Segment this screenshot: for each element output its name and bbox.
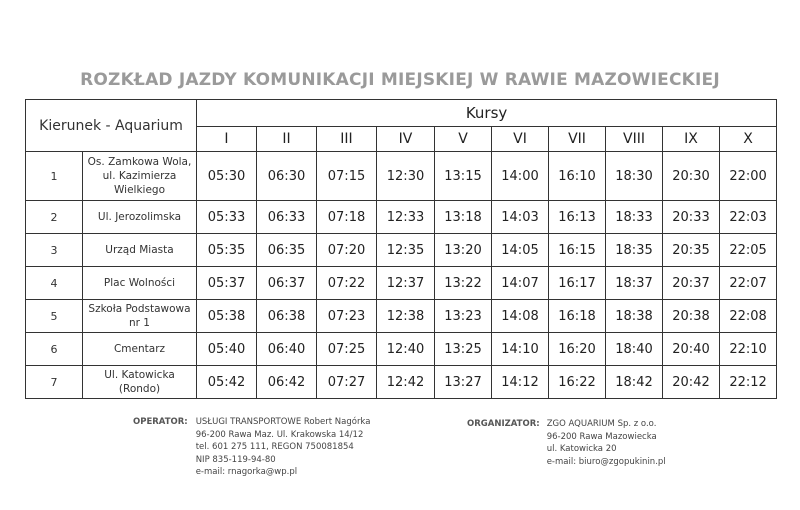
departure-time: 05:38 xyxy=(197,300,257,333)
departure-time: 13:20 xyxy=(435,234,492,267)
departure-time: 06:37 xyxy=(257,267,317,300)
courses-header: Kursy xyxy=(197,100,777,127)
departure-time: 07:15 xyxy=(317,152,377,201)
course-header: II xyxy=(257,127,317,152)
departure-time: 16:13 xyxy=(549,201,606,234)
departure-time: 12:33 xyxy=(377,201,435,234)
departure-time: 06:30 xyxy=(257,152,317,201)
organizer-label: ORGANIZATOR: xyxy=(467,419,540,429)
course-header: VIII xyxy=(606,127,663,152)
course-header: IX xyxy=(663,127,720,152)
course-header: IV xyxy=(377,127,435,152)
course-header: X xyxy=(720,127,777,152)
departure-time: 14:05 xyxy=(492,234,549,267)
departure-time: 07:23 xyxy=(317,300,377,333)
departure-time: 05:33 xyxy=(197,201,257,234)
departure-time: 13:15 xyxy=(435,152,492,201)
departure-time: 13:22 xyxy=(435,267,492,300)
stop-number: 3 xyxy=(26,234,83,267)
stop-name: Plac Wolności xyxy=(83,267,197,300)
stop-name: Szkoła Podstawowa nr 1 xyxy=(83,300,197,333)
operator-info xyxy=(133,416,370,479)
departure-time: 06:38 xyxy=(257,300,317,333)
table-row xyxy=(26,234,777,267)
stop-number: 5 xyxy=(26,300,83,333)
departure-time: 18:37 xyxy=(606,267,663,300)
departure-time: 14:08 xyxy=(492,300,549,333)
table-row xyxy=(26,300,777,333)
departure-time: 18:42 xyxy=(606,366,663,399)
departure-time: 16:10 xyxy=(549,152,606,201)
departure-time: 06:40 xyxy=(257,333,317,366)
organizer-info xyxy=(467,418,666,468)
stop-number: 2 xyxy=(26,201,83,234)
departure-time: 22:08 xyxy=(720,300,777,333)
departure-time: 22:07 xyxy=(720,267,777,300)
departure-time: 20:42 xyxy=(663,366,720,399)
departure-time: 05:35 xyxy=(197,234,257,267)
stop-name: Ul. Jerozolimska xyxy=(83,201,197,234)
departure-time: 18:38 xyxy=(606,300,663,333)
departure-time: 22:12 xyxy=(720,366,777,399)
table-row xyxy=(26,152,777,201)
departure-time: 13:27 xyxy=(435,366,492,399)
departure-time: 07:27 xyxy=(317,366,377,399)
departure-time: 14:12 xyxy=(492,366,549,399)
departure-time: 05:42 xyxy=(197,366,257,399)
departure-time: 07:18 xyxy=(317,201,377,234)
stop-name: Cmentarz xyxy=(83,333,197,366)
departure-time: 18:40 xyxy=(606,333,663,366)
departure-time: 20:37 xyxy=(663,267,720,300)
organizer-line: ul. Katowicka 20 xyxy=(546,444,617,454)
timetable xyxy=(25,99,777,399)
departure-time: 20:33 xyxy=(663,201,720,234)
departure-time: 16:20 xyxy=(549,333,606,366)
departure-time: 22:05 xyxy=(720,234,777,267)
operator-line: 96-200 Rawa Maz. Ul. Krakowska 14/12 xyxy=(195,429,364,440)
table-row xyxy=(26,267,777,300)
departure-time: 20:35 xyxy=(663,234,720,267)
departure-time: 14:03 xyxy=(492,201,549,234)
organizer-line: ZGO AQUARIUM Sp. z o.o. xyxy=(546,419,657,429)
departure-time: 12:38 xyxy=(377,300,435,333)
page-title: ROZKŁAD JAZDY KOMUNIKACJI MIEJSKIEJ W RAWIE MAZOWIECKIEJ xyxy=(80,70,720,90)
course-header: I xyxy=(197,127,257,152)
stop-name: Ul. Katowicka (Rondo) xyxy=(83,366,197,399)
stop-name: Urząd Miasta xyxy=(83,234,197,267)
departure-time: 20:30 xyxy=(663,152,720,201)
stop-number: 7 xyxy=(26,366,83,399)
departure-time: 12:35 xyxy=(377,234,435,267)
departure-time: 22:00 xyxy=(720,152,777,201)
operator-line: tel. 601 275 111, REGON 750081854 xyxy=(195,442,354,452)
departure-time: 05:40 xyxy=(197,333,257,366)
departure-time: 18:30 xyxy=(606,152,663,201)
departure-time: 06:35 xyxy=(257,234,317,267)
organizer-line: e-mail: biuro@zgopukinin.pl xyxy=(546,456,666,467)
organizer-line: 96-200 Rawa Mazowiecka xyxy=(546,431,657,442)
departure-time: 07:20 xyxy=(317,234,377,267)
departure-time: 16:22 xyxy=(549,366,606,399)
course-header: VII xyxy=(549,127,606,152)
stop-number: 6 xyxy=(26,333,83,366)
stop-number: 1 xyxy=(26,152,83,201)
departure-time: 06:33 xyxy=(257,201,317,234)
departure-time: 22:03 xyxy=(720,201,777,234)
departure-time: 18:33 xyxy=(606,201,663,234)
operator-label: OPERATOR: xyxy=(133,417,188,427)
departure-time: 14:10 xyxy=(492,333,549,366)
departure-time: 20:38 xyxy=(663,300,720,333)
departure-time: 07:22 xyxy=(317,267,377,300)
direction-header: Kierunek - Aquarium xyxy=(26,100,197,152)
departure-time: 22:10 xyxy=(720,333,777,366)
table-row xyxy=(26,201,777,234)
departure-time: 13:18 xyxy=(435,201,492,234)
departure-time: 14:07 xyxy=(492,267,549,300)
operator-line: USŁUGI TRANSPORTOWE Robert Nagórka xyxy=(195,417,371,427)
departure-time: 12:37 xyxy=(377,267,435,300)
departure-time: 20:40 xyxy=(663,333,720,366)
departure-time: 13:25 xyxy=(435,333,492,366)
departure-time: 16:15 xyxy=(549,234,606,267)
departure-time: 13:23 xyxy=(435,300,492,333)
departure-time: 12:42 xyxy=(377,366,435,399)
departure-time: 18:35 xyxy=(606,234,663,267)
departure-time: 07:25 xyxy=(317,333,377,366)
departure-time: 16:18 xyxy=(549,300,606,333)
table-row xyxy=(26,333,777,366)
table-row xyxy=(26,366,777,399)
departure-time: 12:30 xyxy=(377,152,435,201)
operator-line: e-mail: rnagorka@wp.pl xyxy=(195,467,298,477)
departure-time: 05:30 xyxy=(197,152,257,201)
departure-time: 12:40 xyxy=(377,333,435,366)
departure-time: 05:37 xyxy=(197,267,257,300)
course-header: VI xyxy=(492,127,549,152)
course-header: III xyxy=(317,127,377,152)
stop-number: 4 xyxy=(26,267,83,300)
departure-time: 16:17 xyxy=(549,267,606,300)
course-header: V xyxy=(435,127,492,152)
stop-name: Os. Zamkowa Wola, ul. Kazimierza Wielkiego xyxy=(83,152,197,201)
operator-line: NIP 835-119-94-80 xyxy=(195,454,276,465)
departure-time: 06:42 xyxy=(257,366,317,399)
departure-time: 14:00 xyxy=(492,152,549,201)
